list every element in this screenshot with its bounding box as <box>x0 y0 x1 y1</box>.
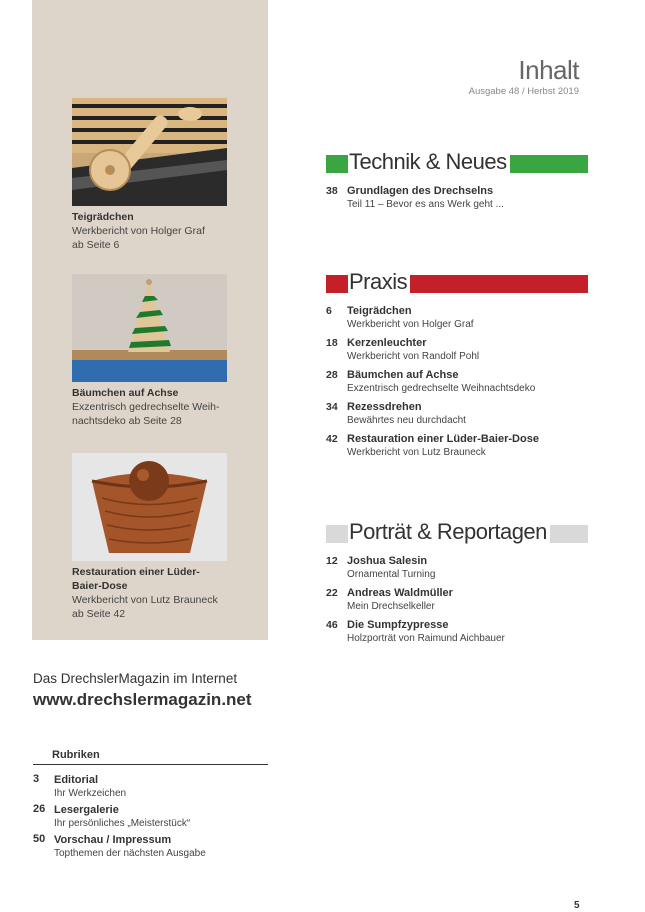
toc-entry-desc: Ornamental Turning <box>347 569 436 580</box>
feature-desc: Werkbericht von Lutz Brauneck <box>72 594 218 606</box>
feature-title-cont: Baier-Dose <box>72 580 128 592</box>
page-number-ref: 42 <box>326 433 338 445</box>
toc-entry[interactable] <box>326 336 588 363</box>
toc-entry-desc: Bewährtes neu durchdacht <box>347 415 466 426</box>
feature-title: Teigrädchen <box>72 211 134 223</box>
rubriken-list <box>33 773 268 863</box>
rubriken-heading: Rubriken <box>52 749 100 761</box>
toc-entry-desc: Werkbericht von Randolf Pohl <box>347 351 480 362</box>
feature-baeumchen[interactable] <box>72 274 272 428</box>
toc-entry-title: Andreas Waldmüller <box>347 587 453 599</box>
page-number-ref: 6 <box>326 305 332 317</box>
feature-title: Restauration einer Lüder- <box>72 566 200 578</box>
page-number-ref: 26 <box>33 803 46 815</box>
section-banner <box>326 269 588 294</box>
photo-wooden-box <box>72 453 227 561</box>
rubriken-item-title: Editorial <box>54 774 99 786</box>
internet-label: Das DrechslerMagazin im Internet <box>33 671 238 686</box>
toc-entry[interactable] <box>326 432 588 459</box>
rubriken-item-lesergalerie[interactable] <box>33 803 268 830</box>
page-number-ref: 46 <box>326 619 338 631</box>
page-number: 5 <box>574 900 580 911</box>
section-heading: Technik & Neues <box>348 148 510 176</box>
toc-entry-desc: Werkbericht von Holger Graf <box>347 319 474 330</box>
page-number-ref: 3 <box>33 773 40 785</box>
website-link[interactable]: www.drechslermagazin.net <box>33 690 252 709</box>
toc-entry-title: Die Sumpfzypresse <box>347 619 449 631</box>
page-number-ref: 22 <box>326 587 338 599</box>
rubriken-item-editorial[interactable] <box>33 773 268 800</box>
feature-page-ref: ab Seite 6 <box>72 239 120 251</box>
rubriken-item-desc: Ihr persönliches „Meisterstück“ <box>54 818 191 829</box>
page-number-ref: 28 <box>326 369 338 381</box>
page-number-ref: 18 <box>326 337 338 349</box>
toc-entry-title: Grundlagen des Drechselns <box>347 185 494 197</box>
section-color-lead <box>326 275 346 293</box>
rubriken-item-title: Lesergalerie <box>54 804 119 816</box>
section-portraet-reportagen <box>326 519 588 650</box>
photo-pastry-wheel <box>72 98 227 206</box>
rubriken-item-desc: Ihr Werkzeichen <box>54 788 127 799</box>
page-number-ref: 50 <box>33 833 46 845</box>
rubriken-item-desc: Topthemen der nächsten Ausgabe <box>54 848 206 859</box>
page-number-ref: 34 <box>326 401 338 413</box>
toc-entry[interactable] <box>326 184 588 211</box>
photo-tree-ornament <box>72 274 227 382</box>
rubriken-item-title: Vorschau / Impressum <box>54 834 172 846</box>
toc-entry-title: Kerzenleuchter <box>347 337 427 349</box>
section-heading: Porträt & Reportagen <box>348 518 550 546</box>
feature-page-ref: ab Seite 42 <box>72 608 126 620</box>
toc-entry-title: Teigrädchen <box>347 305 412 317</box>
section-banner <box>326 149 588 174</box>
toc-entry-title: Bäumchen auf Achse <box>347 369 459 381</box>
toc-entry[interactable] <box>326 368 588 395</box>
toc-entry-desc: Exzentrisch gedrechselte Weihnachtsdeko <box>347 383 536 394</box>
rubriken-divider <box>33 764 268 765</box>
toc-entry-title: Rezessdrehen <box>347 401 422 413</box>
section-technik-neues <box>326 149 588 216</box>
section-color-lead <box>326 525 346 543</box>
toc-entry-desc: Teil 11 – Bevor es ans Werk geht ... <box>347 199 504 210</box>
page-title: Inhalt <box>518 55 579 85</box>
toc-entry[interactable] <box>326 586 588 613</box>
toc-entry[interactable] <box>326 618 588 645</box>
toc-entry-desc: Mein Drechselkeller <box>347 601 435 612</box>
feature-desc: Werkbericht von Holger Graf <box>72 225 205 237</box>
page-number-ref: 12 <box>326 555 338 567</box>
feature-desc-cont: nachtsdeko ab Seite 28 <box>72 415 182 427</box>
toc-entry-title: Restauration einer Lüder-Baier-Dose <box>347 433 539 445</box>
section-heading: Praxis <box>348 268 410 296</box>
toc-entry[interactable] <box>326 304 588 331</box>
feature-desc: Exzentrisch gedrechselte Weih- <box>72 401 220 413</box>
toc-entry-title: Joshua Salesin <box>347 555 428 567</box>
toc-entry[interactable] <box>326 400 588 427</box>
issue-label: Ausgabe 48 / Herbst 2019 <box>468 86 579 97</box>
toc-entry-desc: Holzporträt von Raimund Aichbauer <box>347 633 505 644</box>
toc-entry-desc: Werkbericht von Lutz Brauneck <box>347 447 486 458</box>
rubriken-item-vorschau[interactable] <box>33 833 268 860</box>
feature-title: Bäumchen auf Achse <box>72 387 179 399</box>
section-praxis <box>326 269 588 464</box>
toc-entry[interactable] <box>326 554 588 581</box>
feature-restauration[interactable] <box>72 453 272 621</box>
feature-teigraedchen[interactable] <box>72 98 272 252</box>
page-number-ref: 38 <box>326 185 338 197</box>
section-color-lead <box>326 155 346 173</box>
section-banner <box>326 519 588 544</box>
